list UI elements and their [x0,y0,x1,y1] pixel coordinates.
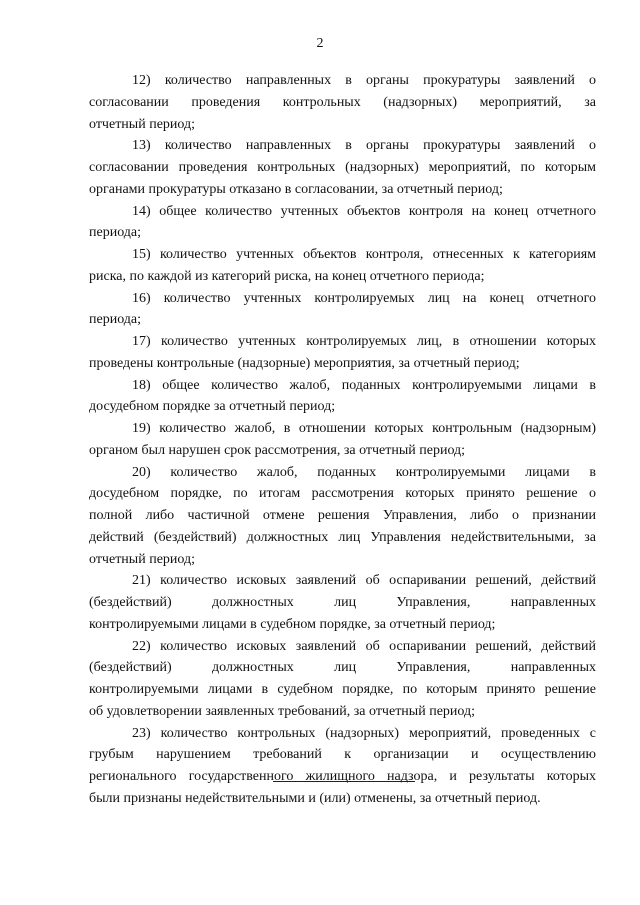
list-item-first-line: 17) количество учтенных контролируемых лиц, в отношении которых [132,334,596,349]
list-item-line: проведены контрольные (надзорные) мероприятия, за отчетный период; [89,355,520,371]
list-item-line: согласовании проведения контрольных (надзорных) мероприятий, по которым [89,160,596,175]
list-item-line: досудебном порядке, по итогам рассмотрения которых принято решение о [89,486,596,502]
list-item-line: согласовании проведения контрольных (надзорных) мероприятий, за [89,94,596,110]
list-item-line: риска, по каждой из категорий риска, на конец отчетного периода; [89,268,485,284]
list-item-first-line: 23) количество контрольных (надзорных) мероприятий, проведенных с [132,725,596,741]
list-item-first-line: 19) количество жалоб, в отношении которых контрольным (надзорным) [132,421,596,436]
list-item-line: регионального государственного жилищного надзора, и результаты которых [89,769,596,784]
list-item-line: отчетный период; [89,116,196,132]
list-item-line: органами прокуратуры отказано в согласовании, за отчетный период; [89,181,503,197]
list-item-first-line: 14) общее количество учтенных объектов контроля на конец отчетного [132,203,596,219]
list-item-line: досудебном порядке за отчетный период; [89,399,336,415]
list-item-first-line: 15) количество учтенных объектов контроля, отнесенных к категориям [132,247,596,262]
list-item-line: были признаны недействительными и (или) отменены, за отчетный период. [89,790,541,806]
list-item-line: контролируемыми лицами в судебном порядке, за отчетный период; [89,616,496,632]
list-item-line: об удовлетворении заявленных требований, за отчетный период; [89,703,476,719]
list-item-first-line: 21) количество исковых заявлений об оспаривании решений, действий [132,573,596,589]
list-item-first-line: 13) количество направленных в органы прокуратуры заявлений о [132,138,596,154]
list-item-line: (бездействий) должностных лиц Управления, направленных [89,660,596,676]
list-item-line: периода; [89,225,142,241]
list-item-line: действий (бездействий) должностных лиц Управления недействительными, за [89,529,596,545]
list-item-line: органом был нарушен срок рассмотрения, за отчетный период; [89,442,466,458]
list-item-line: грубым нарушением требований к организации и осуществлению [89,747,596,763]
closing-rule [273,781,415,782]
list-item-first-line: 16) количество учтенных контролируемых лиц на конец отчетного [132,290,596,306]
list-item-first-line: 22) количество исковых заявлений об оспаривании решений, действий [132,638,596,654]
list-item-first-line: 18) общее количество жалоб, поданных контролируемыми лицами в [132,377,596,393]
page-number: 2 [316,36,324,51]
list-item-first-line: 20) количество жалоб, поданных контролируемыми лицами в [132,464,596,480]
list-item-line: периода; [89,312,142,328]
list-item-line: контролируемыми лицами в судебном порядке, по которым принято решение [89,682,596,697]
list-item-first-line: 12) количество направленных в органы прокуратуры заявлений о [132,73,596,88]
list-item-line: полной либо частичной отмене решения Управления, либо о признании [89,508,596,523]
list-item-line: отчетный период; [89,551,196,567]
list-item-line: (бездействий) должностных лиц Управления, направленных [89,595,596,610]
